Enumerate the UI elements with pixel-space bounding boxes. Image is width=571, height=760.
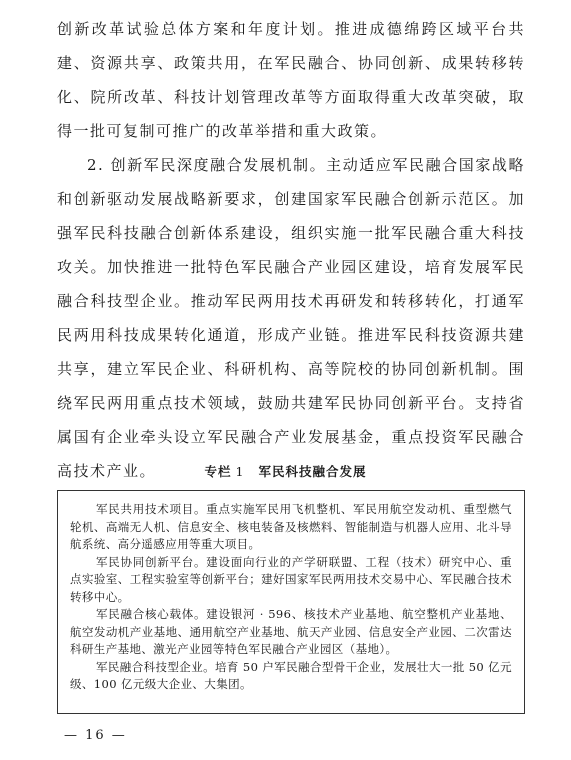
- box-number: 1: [235, 464, 245, 479]
- paragraph-military-civil-fusion: 2. 创新军民深度融合发展机制。主动适应军民融合国家战略和创新驱动发展战略新要求，创建国家军民融合创新示范区。加强军民科技融合创新体系建设，组织实施一批军民融合重大科技攻关。加快推进一批特色军民融合产业园区建设，培育发展军民融合科技型企业。推动军民两用技术再研发和转移转化，打通军民两用科技成果转化通道，形成产业链。推进军民科技资源共建共享，建立军民企业、科研机构、高等院校的协同创新机制。围绕军民两用重点技术领域，鼓励共建军民协同创新平台。支持省属国有企业牵头设立军民融合产业发展基金，重点投资军民融合高技术产业。: [57, 156, 525, 480]
- body-text: [57, 12, 525, 488]
- box-item-tech-enterprise: 军民融合科技型企业。培育 50 户军民融合型骨干企业，发展壮大一批 50 亿元级、100 亿元级大企业、大集团。: [70, 659, 512, 691]
- box-item-core-carrier: 军民融合核心载体。建设银河 · 596、核技术产业基地、航空整机产业基地、航空发动机产业基地、通用航空产业基地、航天产业园、信息安全产业园、二次雷达科研生产基地、激光产业园等特色军民融合产业园区（基地）。: [70, 607, 512, 656]
- special-box: [57, 490, 525, 714]
- special-box-title: [0, 462, 571, 480]
- page-number: — 16 —: [64, 728, 127, 743]
- box-item-shared-tech: 军民共用技术项目。重点实施军民用飞机整机、军民用航空发动机、重型燃气轮机、高端无人机、信息安全、核电装备及核燃料、智能制造与机器人应用、北斗导航系统、高分遥感应用等重大项目。: [70, 502, 512, 551]
- box-item-innovation-platform: 军民协同创新平台。建设面向行业的产学研联盟、工程（技术）研究中心、重点实验室、工程实验室等创新平台；建好国家军民两用技术交易中心、军民融合技术转移中心。: [70, 554, 512, 604]
- paragraph-continuation: 创新改革试验总体方案和年度计划。推进成德绵跨区域平台共建、资源共享、政策共用，在军民融合、协同创新、成果转移转化、院所改革、科技计划管理改革等方面取得重大改革突破，取得一批可复制可推广的改革举措和重大政策。: [57, 20, 525, 140]
- box-label: 专栏: [204, 464, 232, 479]
- box-heading: 军民科技融合发展: [258, 464, 367, 479]
